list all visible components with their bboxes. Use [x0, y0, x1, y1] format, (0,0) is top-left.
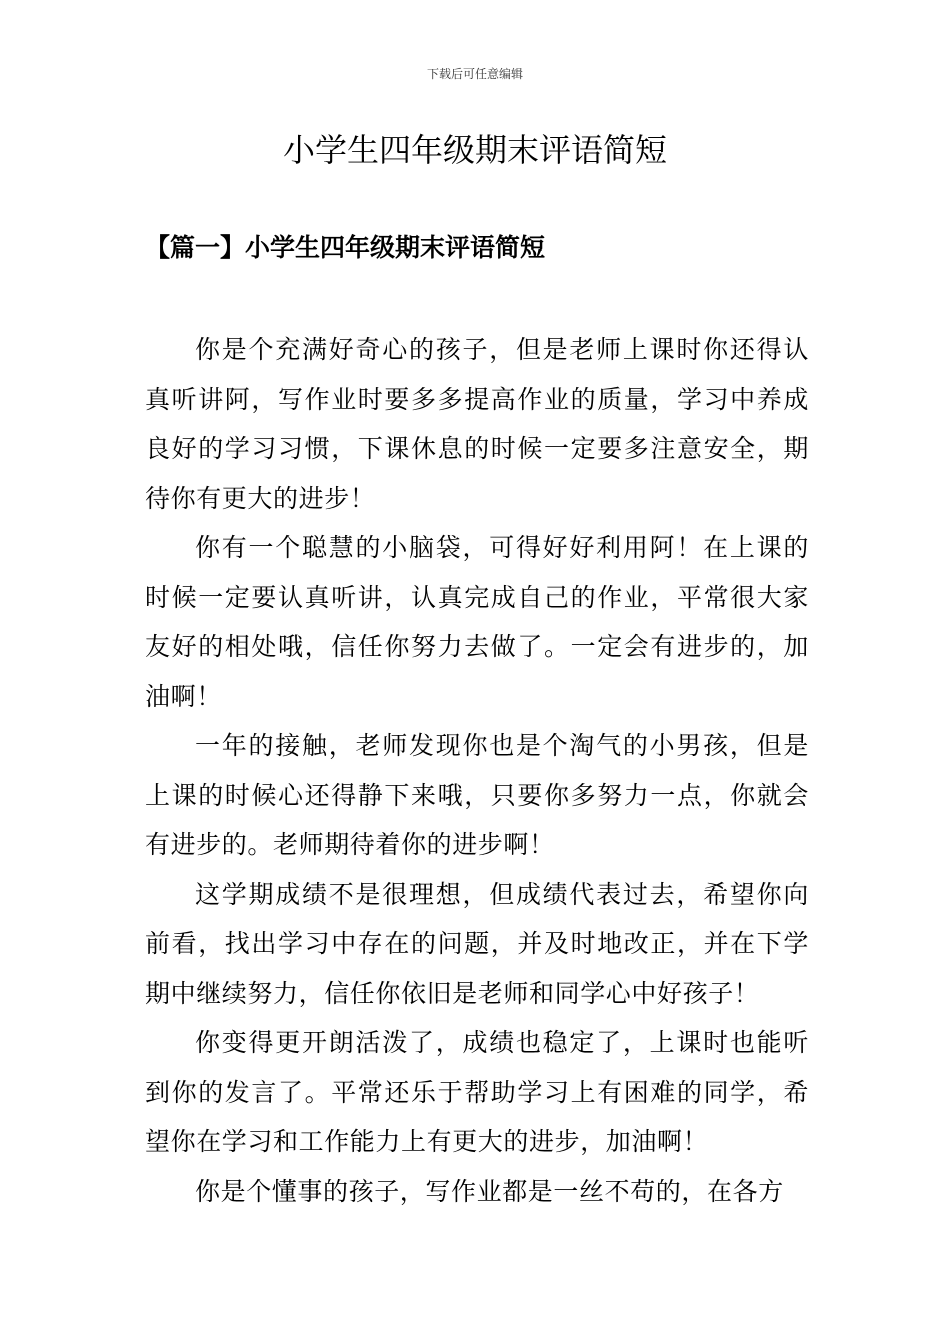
document-title: 小学生四年级期末评语简短: [282, 131, 667, 169]
paragraph-1: 你是个充满好奇心的孩子，但是老师上课时你还得认真听讲阿，写作业时要多多提高作业的质量，学习中养成良好的学习习惯，下课休息的时候一定要多注意安全，期待你有更大的进步！: [145, 335, 809, 513]
paragraph-6: 你是个懂事的孩子，写作业都是一丝不苟的，在各方: [195, 1176, 784, 1206]
paragraph-2: 你有一个聪慧的小脑袋，可得好好利用阿！在上课的时候一定要认真听讲，认真完成自己的作业，平常很大家友好的相处哦，信任你努力去做了。一定会有进步的，加油啊！: [145, 533, 809, 711]
section-heading: 【篇一】小学生四年级期末评语简短: [145, 233, 546, 262]
paragraph-4: 这学期成绩不是很理想，但成绩代表过去，希望你向前看，找出学习中存在的问题，并及时地改正，并在下学期中继续努力，信任你依旧是老师和同学心中好孩子！: [145, 879, 809, 1008]
header-note: 下载后可任意编辑: [426, 67, 523, 81]
paragraph-5: 你变得更开朗活泼了，成绩也稳定了，上课时也能听到你的发言了。平常还乐于帮助学习上有困难的同学，希望你在学习和工作能力上有更大的进步，加油啊！: [145, 1028, 809, 1156]
document-body: [145, 325, 809, 1216]
paragraph-3: 一年的接触，老师发现你也是个淘气的小男孩，但是上课的时候心还得静下来哦，只要你多努力一点，你就会有进步的。老师期待着你的进步啊！: [145, 731, 809, 859]
